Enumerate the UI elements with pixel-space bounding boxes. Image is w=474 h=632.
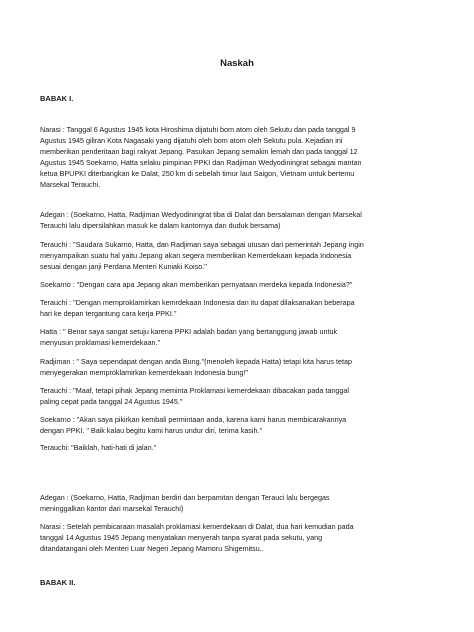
dialogue-soekarno: Soekarno : "Dengan cara apa Jepang akan memberikan pernyataan merdeka kepada Indonesia?" — [40, 280, 353, 289]
scene-direction-paragraph: Adegan : (Soekarno, Hatta, Radjiman berdiri dan berpamitan dengan Terauci lalu bergegas meninggalkan kantor dari marsekal Terauchi) — [40, 493, 330, 513]
scene-direction-paragraph: Adegan : (Soekarno, Hatta, Radjiman Wedyodiningrat tiba di Dalat dan bersalaman dengan Marsekal Terauchi lalu dipersilahkan masuk ke dalam kantornya dan duduk bersama) — [40, 210, 362, 230]
dialogue-terauchi: Terauchi: "Baiklah, hati-hati di jalan." — [40, 443, 157, 452]
act-1-heading: BABAK I. — [40, 94, 74, 103]
act-2-heading: BABAK II. — [40, 578, 76, 587]
dialogue-terauchi: Terauchi : "Saudara Sukarno, Hatta, dan Radjiman saya sebagai utusan dari pemerintah Jepang ingin menyampaikan suatu hal yaitu Jepang akan segera memberikan Kemerdekaan kepada Indonesia sesuai dengan janji Perdana Menteri Kuniaki Koiso." — [40, 240, 364, 271]
dialogue-terauchi: Terauchi : "Dengan memproklamirkan kemrdekaan Indonesia dan itu dapat dilaksanakan beberapa hari ke depan tergantung cara kerja PPKI." — [40, 298, 355, 318]
page-title: Naskah — [220, 58, 254, 69]
narration-paragraph: Narasi : Tanggal 6 Agustus 1945 kota Hiroshima dijatuhi bom atom oleh Sekutu dan pada tanggal 9 Agustus 1945 giliran Kota Nagasaki yang dijatuhi oleh bom atom oleh Sekutu pula. Kejadian ini memberikan penderitaan bagi rakyat Jepang. Pasukan Jepang semakin lemah dan pada tanggal 12 Agustus 1945 Soekarno, Hatta selaku pimpinan PPKI dan Radjiman Wedyodiningrat sebagai mantan ketua BPUPKI diterbangkan ke Dalat, 250 km di sebelah timur laut Saigon, Vietnam untuk bertemu Marsekal Terauchi. — [40, 125, 362, 189]
dialogue-hatta: Hatta : " Benar saya sangat setuju karena PPKI adalah badan yang bertanggung jawab untuk menyusun proklamasi kemerdekaan." — [40, 327, 338, 347]
dialogue-soekarno: Soekarno : "Akan saya pikirkan kembali permintaan anda, karena kami harus membicarakannya dengan PPKI. " Baik kalau begitu kami harus undur diri, terima kasih." — [40, 415, 347, 435]
dialogue-radjiman: Radjiman : " Saya sependapat dengan anda Bung."(menoleh kepada Hatta) tetapi kita harus tetap menyegerakan memproklamirkan kemerdekaan Indonesia bung!" — [40, 357, 352, 377]
dialogue-terauchi: Terauchi : "Maaf, tetapi pihak Jepang meminta Proklamasi kemerdekaan dibacakan pada tanggal paling cepat pada tanggal 24 Agustus 1945." — [40, 386, 349, 406]
narration-paragraph: Narasi : Setelah pembicaraan masalah proklamasi kemerdekaan di Dalat, dua hari kemudian pada tanggal 14 Agustus 1945 Jepang menyatakan menyerah tanpa syarat pada sekutu, yang ditandatangani oleh Menteri Luar Negeri Jepang Mamoru Shigemitsu.. — [40, 522, 354, 553]
